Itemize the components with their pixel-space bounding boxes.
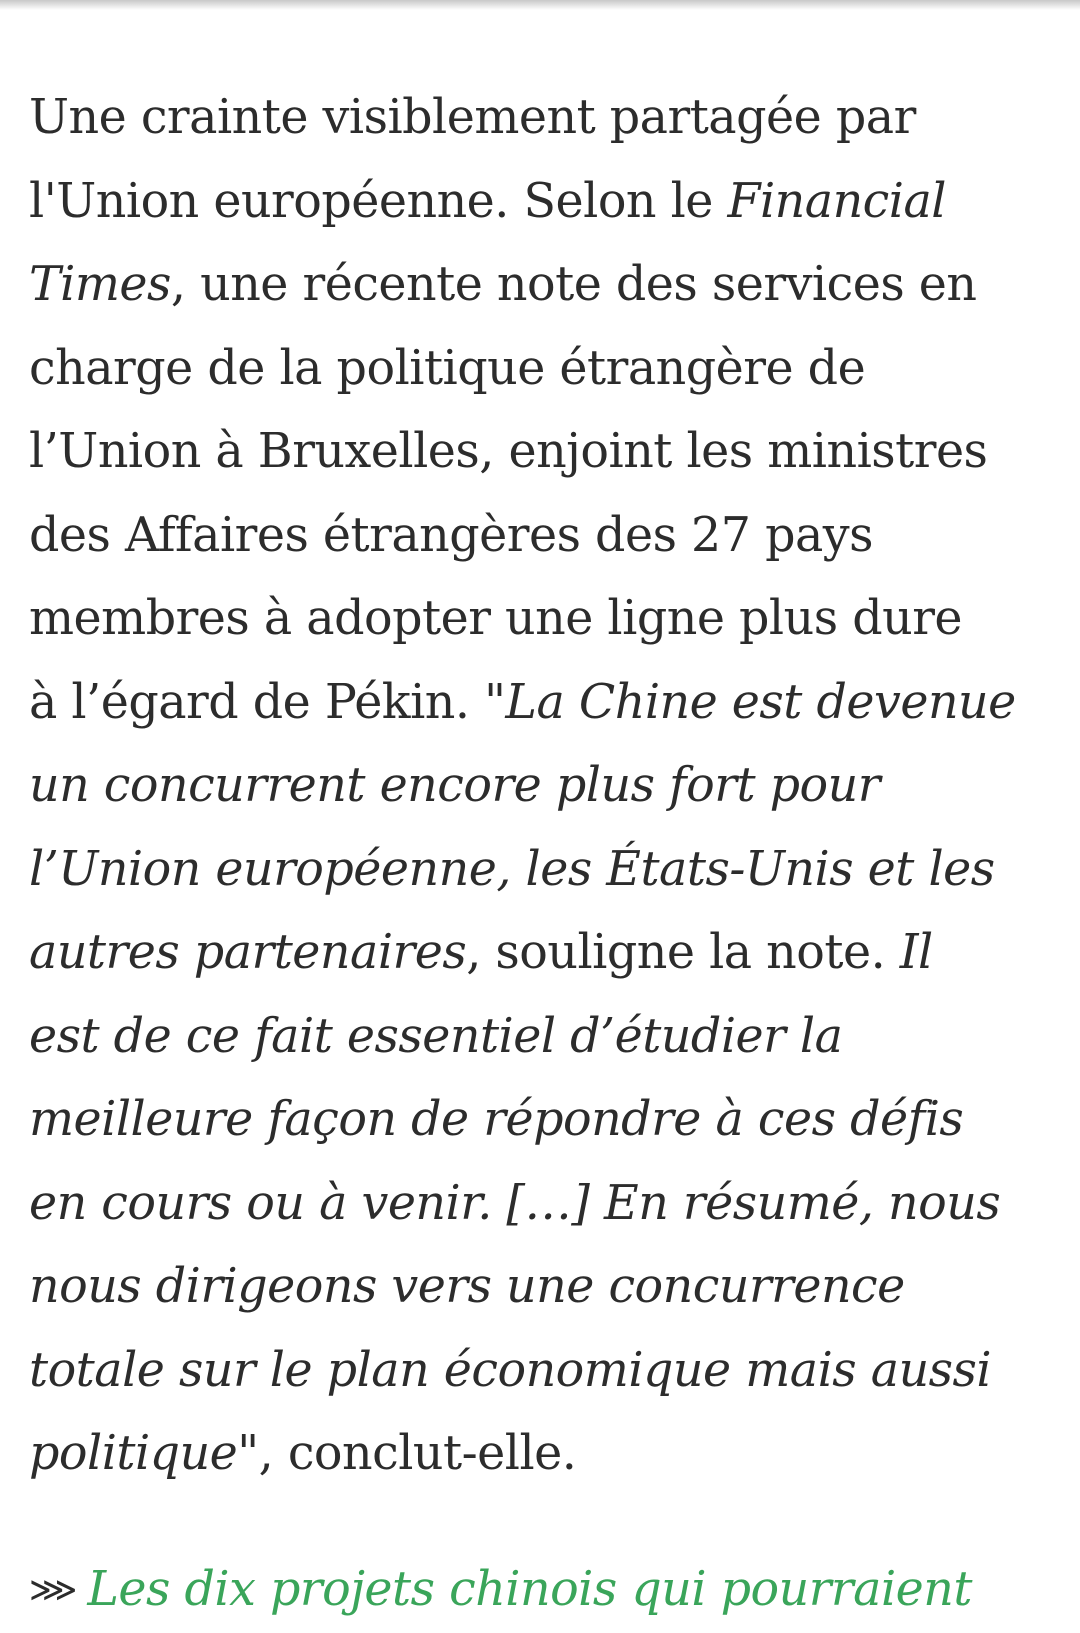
article-body (29, 76, 1059, 1496)
text-segment: , souligne la note. (466, 925, 900, 980)
text-segment: , une récente note des services en (170, 257, 977, 312)
chevron-right-icon: ⋙ (29, 1570, 74, 1610)
italic-text: Times (29, 257, 171, 312)
text-segment: des Affaires étrangères des 27 pays (29, 507, 874, 563)
italic-text: un concurrent encore plus fort pour (29, 758, 880, 813)
text-line (29, 828, 1059, 912)
italic-text: La Chine est devenue (505, 674, 1016, 730)
text-line (29, 911, 1059, 995)
italic-text: l’Union européenne, les États-Unis et les (29, 841, 995, 897)
italic-text: en cours ou à venir. […] En résumé, nous (29, 1175, 1001, 1231)
text-segment: à l’égard de Pékin. " (29, 674, 506, 730)
italic-text: autres partenaires (29, 925, 467, 980)
text-line (29, 577, 1059, 661)
text-line (29, 1412, 1059, 1496)
italic-text: est de ce fait essentiel d’étudier la (29, 1008, 843, 1064)
italic-text: nous dirigeons vers une concurrence (29, 1259, 905, 1314)
text-segment: l’Union à Bruxelles, enjoint les ministres (29, 424, 988, 479)
text-line (29, 1245, 1059, 1329)
text-line (29, 1329, 1059, 1413)
related-article-link[interactable] (29, 1548, 1069, 1633)
italic-text: meilleure façon de répondre à ces défis (29, 1092, 964, 1147)
italic-text: Il (899, 925, 933, 980)
italic-text: totale sur le plan économique mais aussi (29, 1342, 992, 1398)
text-segment: ", conclut-elle. (237, 1426, 577, 1481)
text-line (29, 243, 1059, 327)
top-shadow (0, 0, 1080, 10)
related-article-title[interactable]: Les dix projets chinois qui pourraient (87, 1562, 972, 1617)
text-line (29, 995, 1059, 1079)
text-line (29, 494, 1059, 578)
text-line (29, 327, 1059, 411)
text-segment: membres à adopter une ligne plus dure (29, 591, 963, 646)
text-line (29, 661, 1059, 745)
text-segment: l'Union européenne. Selon le (29, 173, 728, 229)
article-paragraph (29, 76, 1059, 1496)
italic-text: politique (29, 1426, 238, 1481)
text-line (29, 160, 1059, 244)
text-line (29, 410, 1059, 494)
italic-text: Financial (727, 173, 946, 229)
text-segment: Une crainte visiblement partagée par (29, 90, 916, 145)
text-line (29, 1078, 1059, 1162)
text-segment: charge de la politique étrangère de (29, 340, 866, 396)
text-line (29, 744, 1059, 828)
text-line (29, 1162, 1059, 1246)
text-line (29, 76, 1059, 160)
